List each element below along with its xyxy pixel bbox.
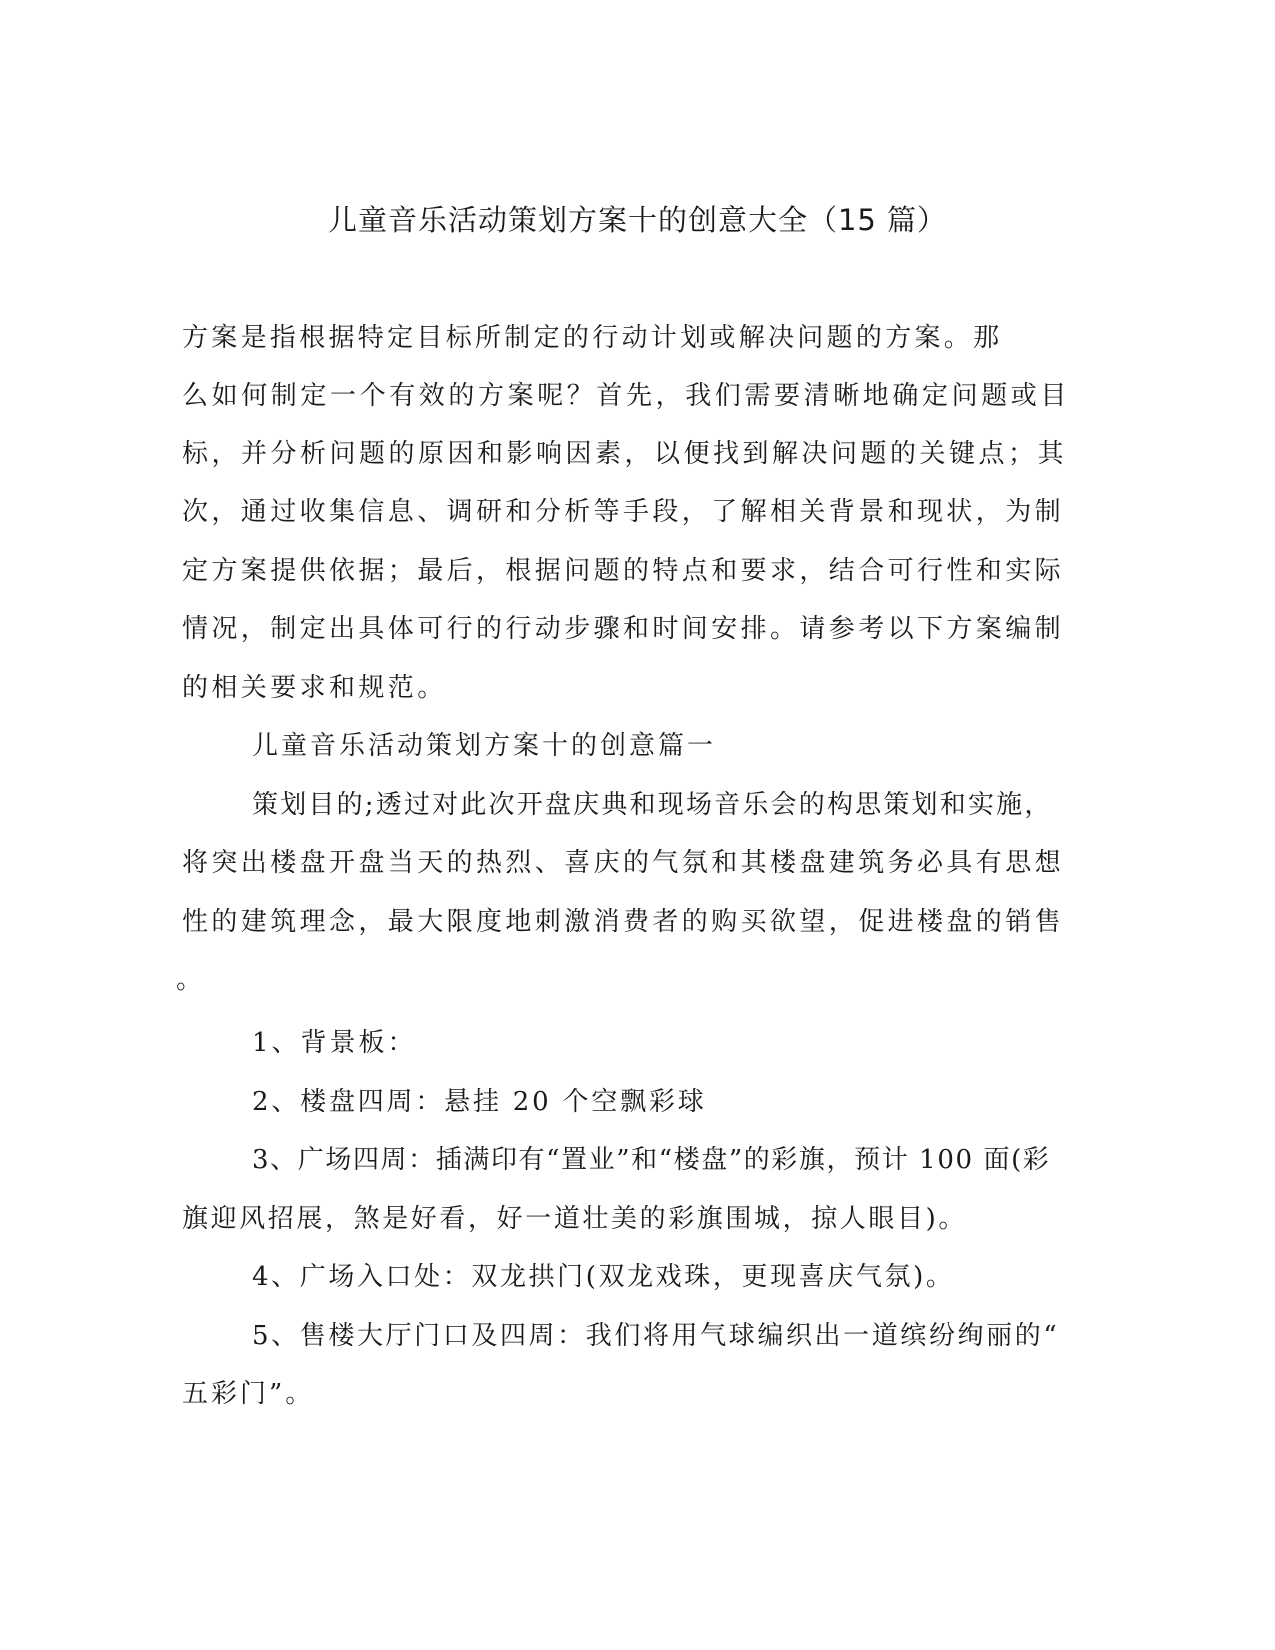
paragraph-line: 性的建筑理念，最大限度地刺激消费者的购买欲望，促进楼盘的销售 bbox=[182, 907, 1065, 937]
list-item-continuation: 五彩门”。 bbox=[182, 1379, 315, 1409]
paragraph-line: 情况，制定出具体可行的行动步骤和时间安排。请参考以下方案编制 bbox=[182, 614, 1065, 644]
paragraph-line: 定方案提供依据；最后，根据问题的特点和要求，结合可行性和实际 bbox=[182, 556, 1065, 586]
paragraph-line: 标，并分析问题的原因和影响因素，以便找到解决问题的关键点；其 bbox=[182, 439, 1068, 469]
paragraph-line: 策划目的;透过对此次开盘庆典和现场音乐会的构思策划和实施， bbox=[252, 790, 1053, 820]
list-item-continuation: 旗迎风招展，煞是好看，好一道壮美的彩旗围城，掠人眼目)。 bbox=[182, 1204, 967, 1234]
list-item: 5、售楼大厅门口及四周：我们将用气球编织出一道缤纷绚丽的“ bbox=[252, 1321, 1060, 1351]
paragraph-line: 的相关要求和规范。 bbox=[182, 673, 447, 703]
document-title: 儿童音乐活动策划方案十的创意大全（15 篇） bbox=[327, 203, 948, 237]
paragraph-line: 方案是指根据特定目标所制定的行动计划或解决问题的方案。那 bbox=[182, 323, 1003, 353]
list-item: 1、背景板： bbox=[252, 1028, 417, 1058]
list-item: 4、广场入口处：双龙拱门(双龙戏珠，更现喜庆气氛)。 bbox=[252, 1262, 955, 1292]
paragraph-line: 将突出楼盘开盘当天的热烈、喜庆的气氛和其楼盘建筑务必具有思想 bbox=[182, 848, 1065, 878]
section-heading: 儿童音乐活动策划方案十的创意篇一 bbox=[252, 731, 717, 761]
paragraph-line: 么如何制定一个有效的方案呢？首先，我们需要清晰地确定问题或目 bbox=[182, 381, 1071, 411]
list-item: 3、广场四周：插满印有“置业”和“楼盘”的彩旗，预计 100 面(彩 bbox=[252, 1145, 1051, 1175]
paragraph-line: 。 bbox=[176, 965, 203, 995]
list-item: 2、楼盘四周：悬挂 20 个空飘彩球 bbox=[252, 1087, 707, 1117]
paragraph-line: 次，通过收集信息、调研和分析等手段，了解相关背景和现状，为制 bbox=[182, 497, 1065, 527]
